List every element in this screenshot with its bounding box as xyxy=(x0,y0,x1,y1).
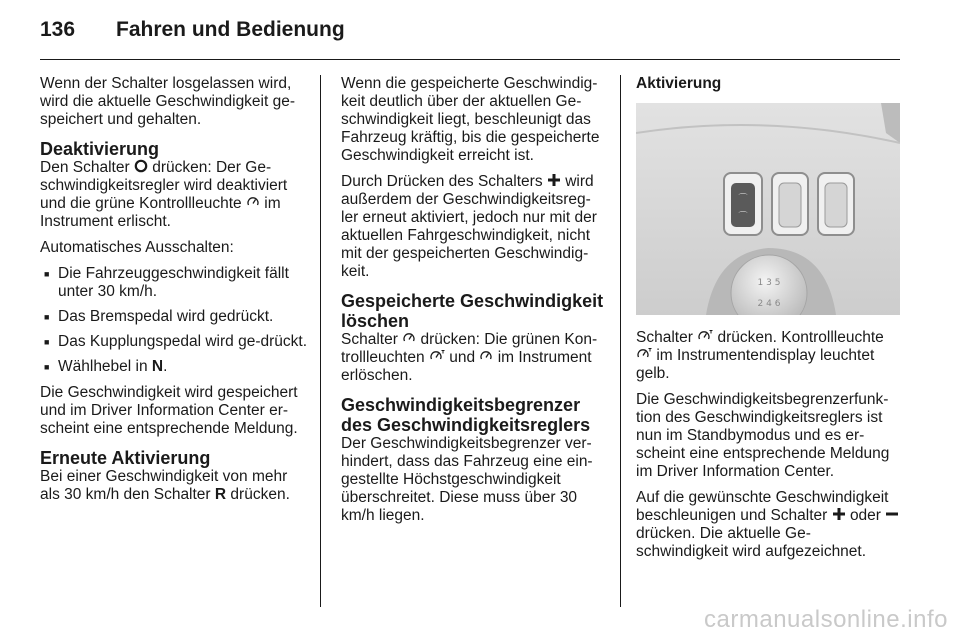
header-rule xyxy=(40,59,900,60)
list-item: ■ Das Kupplungspedal wird ge-drückt. xyxy=(40,333,308,351)
text: Schalter xyxy=(636,329,693,346)
cruise-control-icon xyxy=(479,349,493,363)
paragraph: Wenn der Schalter losgelassen wird, wird die aktuelle Geschwindigkeit ge-speichert und gehalten. xyxy=(40,75,296,128)
text: und xyxy=(449,349,476,366)
paragraph xyxy=(636,329,902,383)
column-3 xyxy=(636,75,902,569)
heading-deaktivierung: Deaktivierung xyxy=(40,139,160,159)
text: im Instrumentendisplay leuchtet gelb. xyxy=(636,347,875,382)
page-title: Fahren und Bedienung xyxy=(116,18,345,41)
speed-limiter-icon xyxy=(636,347,652,361)
text: Den Schalter xyxy=(40,159,130,176)
bold-text: R xyxy=(214,486,227,503)
speed-limiter-icon xyxy=(429,349,445,363)
heading-erneute-aktivierung: Erneute Aktivierung xyxy=(40,448,211,468)
text: im Instrument erlischt. xyxy=(40,195,281,230)
list-item: ■ Die Fahrzeuggeschwindigkeit fällt unter 30 km/h. xyxy=(40,265,308,301)
paragraph: Die Geschwindigkeitsbegrenzerfunk-tion des Geschwindigkeitsreglers ist nun im Standbymodus und es er-scheint eine entsprechende Meldung im Driver Information Center. xyxy=(636,391,890,480)
column-2 xyxy=(341,75,605,533)
text: oder xyxy=(849,507,881,524)
svg-text:⌒: ⌒ xyxy=(738,194,748,204)
text: Wählhebel in xyxy=(58,358,148,375)
plus-icon xyxy=(547,173,561,187)
dashboard-switch-illustration xyxy=(636,103,900,315)
paragraph xyxy=(341,331,605,385)
bold-text: N xyxy=(151,358,164,375)
paragraph: Automatisches Ausschalten: xyxy=(40,239,234,256)
text: Auf die gewünschte Geschwindigkeit beschleunigen und Schalter xyxy=(636,489,889,524)
plus-icon xyxy=(832,507,846,521)
text: im Instrument erlöschen. xyxy=(341,349,592,384)
page-number: 136 xyxy=(40,18,76,41)
cruise-control-icon xyxy=(402,331,416,345)
dashboard-drawing xyxy=(636,103,900,315)
paragraph xyxy=(636,489,902,561)
text: drücken: Die grünen Kon-trollleuchten xyxy=(341,331,598,366)
list-item: ■ Das Bremspedal wird gedrückt. xyxy=(40,308,308,326)
paragraph: Die Geschwindigkeit wird gespeichert und im Driver Information Center er-scheint eine entsprechende Meldung. xyxy=(40,384,298,437)
text: Bei einer Geschwindigkeit von mehr als 30 km/h den Schalter xyxy=(40,468,288,503)
paragraph: Der Geschwindigkeitsbegrenzer ver-hindert, dass das Fahrzeug eine ein-gestellte Höchstgeschwindigkeit überschreitet. Diese muss über 30 km/h liegen. xyxy=(341,435,593,524)
paragraph xyxy=(341,173,605,281)
paragraph xyxy=(40,159,308,231)
text: drücken. xyxy=(230,486,290,503)
text: drücken. Kontrollleuchte xyxy=(717,329,884,346)
text: drücken: Der Ge-schwindigkeitsregler wird deaktiviert und die grüne Kontrollleuchte xyxy=(40,159,288,212)
page-header xyxy=(40,0,900,58)
heading-geschwindigkeitsbegrenzer: Geschwindigkeitsbegrenzer des Geschwindigkeitsreglers xyxy=(341,395,591,435)
heading-aktivierung: Aktivierung xyxy=(636,75,722,92)
svg-text:2 4 6: 2 4 6 xyxy=(757,299,781,309)
text: wird außerdem der Geschwindigkeitsreg-ler erneut aktiviert, jedoch nur mit der aktuellen Fahrgeschwindigkeit, nicht mit der gespeicherten Geschwindig-keit. xyxy=(341,173,597,280)
list-item xyxy=(40,358,308,376)
column-divider xyxy=(320,75,321,607)
column-divider xyxy=(620,75,621,607)
cruise-control-icon xyxy=(246,195,260,209)
watermark: carmanualsonline.info xyxy=(704,606,948,633)
svg-text:1 3 5: 1 3 5 xyxy=(757,278,781,288)
text: drücken. Die aktuelle Ge-schwindigkeit wird aufgezeichnet. xyxy=(636,525,867,560)
text: Schalter xyxy=(341,331,398,348)
text: . xyxy=(163,358,168,375)
speed-limiter-icon xyxy=(697,329,713,343)
paragraph: Wenn die gespeicherte Geschwindig-keit deutlich über der aktuellen Ge-schwindigkeit liegt, beschleunigt das Fahrzeug kräftig, bis die gespeicherte Geschwindigkeit erreicht ist. xyxy=(341,75,600,164)
minus-icon xyxy=(885,507,899,521)
text: Durch Drücken des Schalters xyxy=(341,173,543,190)
bullet-list xyxy=(40,265,308,376)
heading-geschwindigkeit-loeschen: Gespeicherte Geschwindigkeit löschen xyxy=(341,291,604,331)
paragraph xyxy=(40,468,308,504)
column-1 xyxy=(40,75,308,512)
svg-text:⌒: ⌒ xyxy=(738,212,748,222)
circle-o-icon xyxy=(134,159,148,173)
